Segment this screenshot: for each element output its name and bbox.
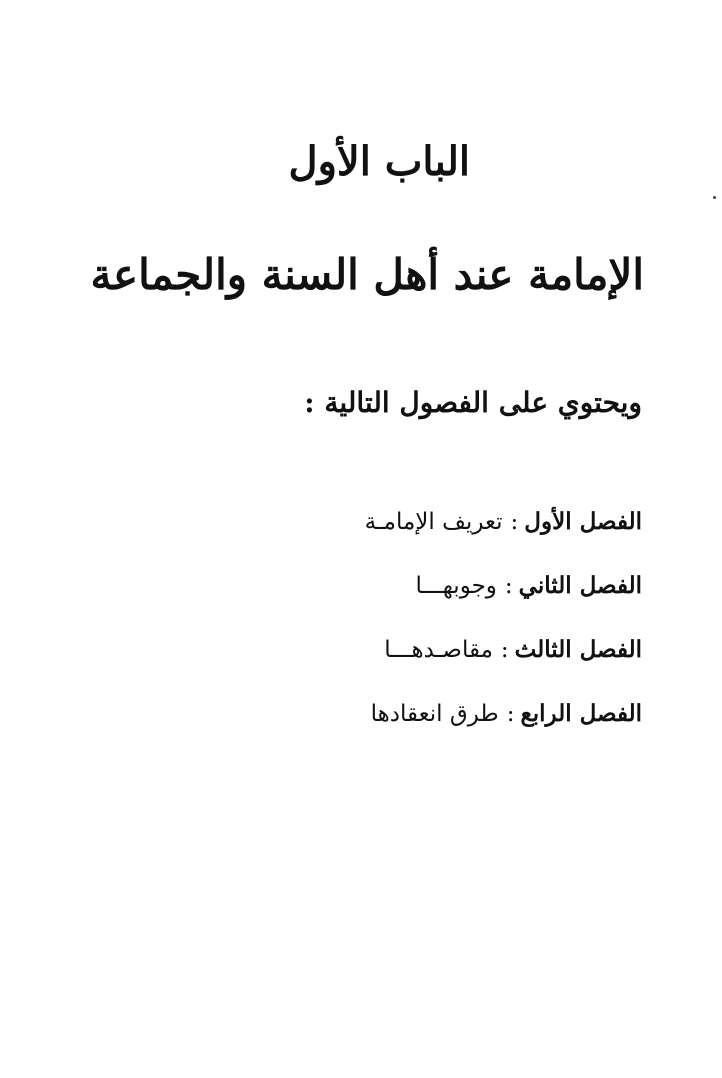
contents-intro: ويحتوي على الفصول التالية :	[304, 386, 642, 419]
chapter-label: الفصل الثالث	[514, 636, 642, 663]
chapter-name: وجوبهـــا	[415, 573, 497, 599]
chapter-label: الفصل الرابع	[520, 700, 642, 727]
chapter-label: الفصل الأول	[524, 508, 642, 535]
chapter-name: تعريف الإمامـة	[364, 509, 503, 535]
chapter-title: الإمامة عند أهل السنة والجماعة	[90, 250, 644, 299]
chapter-separator: :	[504, 573, 513, 599]
chapter-name: طرق انعقادها	[370, 701, 499, 727]
part-title: الباب الأول	[288, 138, 470, 185]
chapter-list	[0, 500, 722, 756]
chapter-item-2	[0, 564, 642, 628]
chapter-item-4	[0, 692, 642, 756]
chapter-item-3	[0, 628, 642, 692]
chapter-separator: :	[506, 701, 515, 727]
chapter-separator: :	[510, 509, 519, 535]
chapter-separator: :	[500, 637, 509, 663]
chapter-name: مقاصـدهـــا	[384, 637, 493, 663]
chapter-label: الفصل الثاني	[518, 572, 642, 599]
scan-speck	[713, 196, 716, 199]
chapter-item-1	[0, 500, 642, 564]
